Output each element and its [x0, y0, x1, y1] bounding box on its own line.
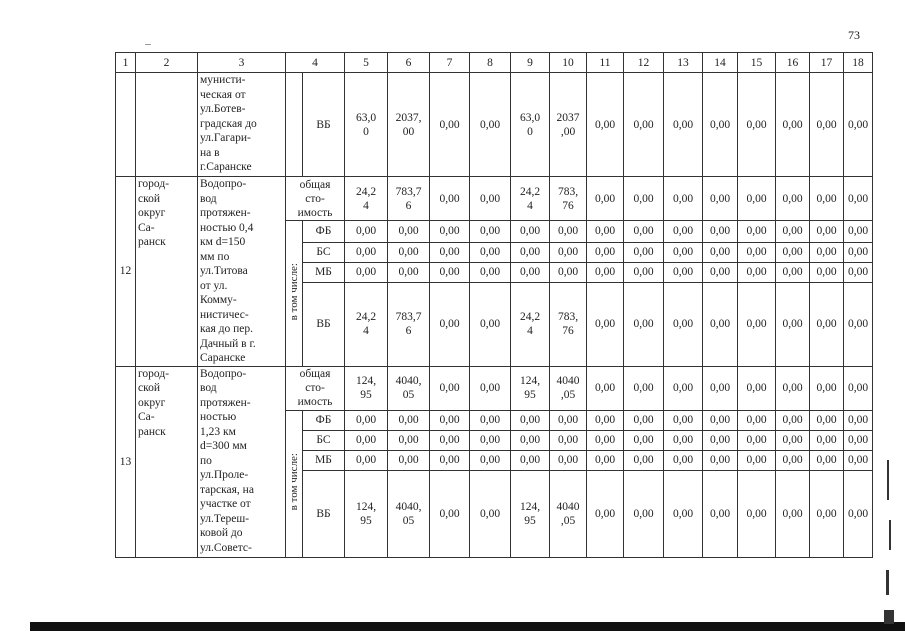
value-cell: 0,00 — [703, 177, 738, 221]
column-header: 1 — [116, 53, 136, 73]
value-cell: 0,00 — [624, 470, 664, 557]
value-cell: 0,00 — [664, 262, 703, 282]
value-cell: 0,00 — [624, 410, 664, 430]
funding-type-cell: ВБ — [303, 73, 345, 177]
value-cell: 0,00 — [587, 410, 624, 430]
value-cell: 2037 ,00 — [550, 73, 587, 177]
value-cell: 0,00 — [430, 366, 470, 410]
funding-type-cell: ФБ — [303, 221, 345, 243]
value-cell: 0,00 — [345, 450, 388, 470]
value-cell: 2037, 00 — [388, 73, 430, 177]
value-cell: 0,00 — [664, 242, 703, 262]
value-cell: 0,00 — [345, 410, 388, 430]
value-cell: 0,00 — [810, 450, 844, 470]
value-cell: 0,00 — [550, 430, 587, 450]
value-cell: 0,00 — [430, 470, 470, 557]
description-cell: мунисти- ческая от ул.Ботев- градская до ул.Гагари- на в г.Саранске — [198, 73, 286, 177]
value-cell: 0,00 — [776, 282, 810, 366]
column-header: 12 — [624, 53, 664, 73]
value-cell: 0,00 — [738, 366, 776, 410]
value-cell: 0,00 — [624, 282, 664, 366]
value-cell: 0,00 — [810, 410, 844, 430]
column-header: 4 — [286, 53, 345, 73]
value-cell: 0,00 — [470, 73, 511, 177]
value-cell: 0,00 — [703, 282, 738, 366]
value-cell: 4040 ,05 — [550, 470, 587, 557]
value-cell: 0,00 — [587, 73, 624, 177]
column-header: 11 — [587, 53, 624, 73]
budget-table — [115, 52, 873, 558]
value-cell: 0,00 — [430, 262, 470, 282]
value-cell: 0,00 — [703, 221, 738, 243]
value-cell: 0,00 — [664, 430, 703, 450]
value-cell: 0,00 — [738, 262, 776, 282]
value-cell: 0,00 — [587, 470, 624, 557]
value-cell: 0,00 — [776, 221, 810, 243]
row-number-cell: 12 — [116, 177, 136, 367]
row-number-cell — [116, 73, 136, 177]
value-cell: 0,00 — [703, 242, 738, 262]
value-cell: 0,00 — [810, 262, 844, 282]
value-cell: 0,00 — [738, 430, 776, 450]
column-header: 16 — [776, 53, 810, 73]
value-cell: 0,00 — [664, 366, 703, 410]
value-cell: 783,7 6 — [388, 282, 430, 366]
value-cell: 0,00 — [810, 177, 844, 221]
value-cell: 0,00 — [844, 450, 873, 470]
value-cell: 0,00 — [664, 450, 703, 470]
value-cell: 0,00 — [776, 177, 810, 221]
value-cell: 24,2 4 — [511, 177, 550, 221]
entry-total-row — [116, 177, 873, 221]
value-cell: 0,00 — [738, 221, 776, 243]
column-header: 14 — [703, 53, 738, 73]
column-header: 6 — [388, 53, 430, 73]
value-cell: 0,00 — [470, 366, 511, 410]
value-cell: 0,00 — [844, 242, 873, 262]
value-cell: 0,00 — [587, 450, 624, 470]
value-cell: 0,00 — [470, 221, 511, 243]
value-cell: 0,00 — [624, 73, 664, 177]
value-cell: 0,00 — [388, 410, 430, 430]
value-cell: 0,00 — [550, 450, 587, 470]
funding-type-cell: ВБ — [303, 470, 345, 557]
value-cell: 0,00 — [587, 177, 624, 221]
value-cell: 0,00 — [345, 242, 388, 262]
value-cell: 0,00 — [470, 282, 511, 366]
value-cell: 0,00 — [430, 73, 470, 177]
value-cell: 0,00 — [587, 242, 624, 262]
column-header: 13 — [664, 53, 703, 73]
column-header: 9 — [511, 53, 550, 73]
value-cell: 0,00 — [624, 262, 664, 282]
value-cell: 0,00 — [738, 450, 776, 470]
value-cell: 0,00 — [587, 430, 624, 450]
funding-type-cell: ФБ — [303, 410, 345, 430]
value-cell: 0,00 — [550, 221, 587, 243]
column-header: 7 — [430, 53, 470, 73]
value-cell: 63,0 0 — [511, 73, 550, 177]
value-cell: 0,00 — [844, 470, 873, 557]
column-header: 18 — [844, 53, 873, 73]
value-cell: 0,00 — [844, 73, 873, 177]
value-cell: 124, 95 — [345, 366, 388, 410]
value-cell: 0,00 — [776, 262, 810, 282]
value-cell: 0,00 — [703, 262, 738, 282]
value-cell: 0,00 — [587, 282, 624, 366]
value-cell: 24,2 4 — [511, 282, 550, 366]
column-header: 10 — [550, 53, 587, 73]
value-cell: 0,00 — [776, 242, 810, 262]
column-header: 3 — [198, 53, 286, 73]
value-cell: 0,00 — [810, 221, 844, 243]
value-cell: 0,00 — [776, 410, 810, 430]
organization-cell: город- ской округ Са- ранск — [136, 366, 198, 557]
value-cell: 0,00 — [810, 430, 844, 450]
value-cell: 0,00 — [810, 282, 844, 366]
value-cell: 0,00 — [664, 221, 703, 243]
value-cell: 0,00 — [511, 242, 550, 262]
value-cell: 4040 ,05 — [550, 366, 587, 410]
value-cell: 0,00 — [587, 366, 624, 410]
header-row — [116, 53, 873, 73]
value-cell: 0,00 — [511, 410, 550, 430]
value-cell: 0,00 — [844, 177, 873, 221]
value-cell: 4040, 05 — [388, 366, 430, 410]
description-cell: Водопро- вод протяжен- ностью 0,4 км d=150 мм по ул.Титова от ул. Комму- нистичес- кая до пер. Дачный в г. Саранске — [198, 177, 286, 367]
value-cell: 0,00 — [624, 177, 664, 221]
total-cost-label: общая сто- имость — [286, 177, 345, 221]
value-cell: 0,00 — [388, 430, 430, 450]
funding-type-cell: ВБ — [303, 282, 345, 366]
value-cell: 0,00 — [624, 221, 664, 243]
value-cell: 0,00 — [703, 450, 738, 470]
value-cell: 0,00 — [844, 430, 873, 450]
value-cell: 0,00 — [470, 242, 511, 262]
funding-type-cell: МБ — [303, 450, 345, 470]
value-cell: 0,00 — [776, 450, 810, 470]
value-cell: 783,7 6 — [388, 177, 430, 221]
value-cell: 0,00 — [664, 177, 703, 221]
value-cell: 0,00 — [810, 366, 844, 410]
value-cell: 0,00 — [345, 430, 388, 450]
value-cell: 0,00 — [470, 177, 511, 221]
value-cell: 0,00 — [511, 221, 550, 243]
value-cell: 0,00 — [430, 450, 470, 470]
value-cell: 0,00 — [624, 242, 664, 262]
value-cell: 0,00 — [738, 73, 776, 177]
description-cell: Водопро- вод протяжен- ностью 1,23 км d=300 мм по ул.Проле- тарская, на участке от ул.Тереш- ковой до ул.Советс- — [198, 366, 286, 557]
value-cell: 0,00 — [844, 282, 873, 366]
value-cell: 0,00 — [511, 262, 550, 282]
value-cell: 24,2 4 — [345, 177, 388, 221]
value-cell: 0,00 — [430, 221, 470, 243]
value-cell: 0,00 — [511, 430, 550, 450]
blank-cell — [286, 73, 303, 177]
value-cell: 0,00 — [738, 282, 776, 366]
value-cell: 0,00 — [430, 410, 470, 430]
value-cell: 24,2 4 — [345, 282, 388, 366]
value-cell: 0,00 — [703, 470, 738, 557]
total-cost-label: общая сто- имость — [286, 366, 345, 410]
value-cell: 0,00 — [388, 221, 430, 243]
value-cell: 124, 95 — [511, 366, 550, 410]
organization-cell — [136, 73, 198, 177]
value-cell: 0,00 — [624, 366, 664, 410]
value-cell: 0,00 — [388, 450, 430, 470]
funding-type-cell: БС — [303, 242, 345, 262]
value-cell: 0,00 — [810, 470, 844, 557]
value-cell: 0,00 — [587, 262, 624, 282]
value-cell: 0,00 — [810, 242, 844, 262]
value-cell: 0,00 — [624, 430, 664, 450]
value-cell: 63,0 0 — [345, 73, 388, 177]
value-cell: 0,00 — [470, 470, 511, 557]
value-cell: 0,00 — [587, 221, 624, 243]
value-cell: 0,00 — [738, 242, 776, 262]
value-cell: 0,00 — [776, 470, 810, 557]
value-cell: 0,00 — [388, 262, 430, 282]
value-cell: 0,00 — [703, 366, 738, 410]
value-cell: 0,00 — [738, 177, 776, 221]
in-total-label-cell — [286, 410, 303, 557]
row-number-cell: 13 — [116, 366, 136, 557]
in-total-label: в том числе: — [288, 262, 300, 320]
value-cell: 0,00 — [511, 450, 550, 470]
scan-border — [30, 622, 905, 631]
value-cell: 4040, 05 — [388, 470, 430, 557]
value-cell: 0,00 — [388, 242, 430, 262]
in-total-label: в том числе: — [288, 452, 300, 511]
column-header: 8 — [470, 53, 511, 73]
value-cell: 0,00 — [470, 450, 511, 470]
scan-edge-noise — [884, 460, 896, 630]
value-cell: 0,00 — [430, 177, 470, 221]
value-cell: 0,00 — [550, 262, 587, 282]
value-cell: 0,00 — [345, 262, 388, 282]
column-header: 17 — [810, 53, 844, 73]
continuation-row — [116, 73, 873, 177]
in-total-label-cell — [286, 221, 303, 367]
value-cell: 0,00 — [470, 430, 511, 450]
value-cell: 0,00 — [550, 242, 587, 262]
value-cell: 783, 76 — [550, 177, 587, 221]
value-cell: 0,00 — [776, 430, 810, 450]
value-cell: 783, 76 — [550, 282, 587, 366]
value-cell: 0,00 — [345, 221, 388, 243]
funding-type-cell: БС — [303, 430, 345, 450]
value-cell: 0,00 — [844, 410, 873, 430]
value-cell: 0,00 — [844, 366, 873, 410]
value-cell: 0,00 — [664, 282, 703, 366]
value-cell: 0,00 — [430, 282, 470, 366]
value-cell: 0,00 — [430, 242, 470, 262]
value-cell: 124, 95 — [345, 470, 388, 557]
column-header: 5 — [345, 53, 388, 73]
value-cell: 0,00 — [844, 221, 873, 243]
scan-mark — [145, 44, 151, 46]
value-cell: 0,00 — [703, 430, 738, 450]
value-cell: 0,00 — [664, 410, 703, 430]
value-cell: 0,00 — [550, 410, 587, 430]
value-cell: 0,00 — [664, 73, 703, 177]
value-cell: 0,00 — [470, 262, 511, 282]
entry-total-row — [116, 366, 873, 410]
value-cell: 0,00 — [738, 410, 776, 430]
funding-type-cell: МБ — [303, 262, 345, 282]
table-body — [116, 53, 873, 558]
value-cell: 0,00 — [703, 410, 738, 430]
value-cell: 0,00 — [844, 262, 873, 282]
value-cell: 0,00 — [703, 73, 738, 177]
column-header: 2 — [136, 53, 198, 73]
page-number: 73 — [848, 28, 860, 42]
column-header: 15 — [738, 53, 776, 73]
value-cell: 0,00 — [776, 366, 810, 410]
value-cell: 0,00 — [738, 470, 776, 557]
value-cell: 0,00 — [776, 73, 810, 177]
value-cell: 0,00 — [430, 430, 470, 450]
value-cell: 0,00 — [624, 450, 664, 470]
value-cell: 0,00 — [664, 470, 703, 557]
value-cell: 0,00 — [810, 73, 844, 177]
organization-cell: город- ской округ Са- ранск — [136, 177, 198, 367]
value-cell: 0,00 — [470, 410, 511, 430]
value-cell: 124, 95 — [511, 470, 550, 557]
